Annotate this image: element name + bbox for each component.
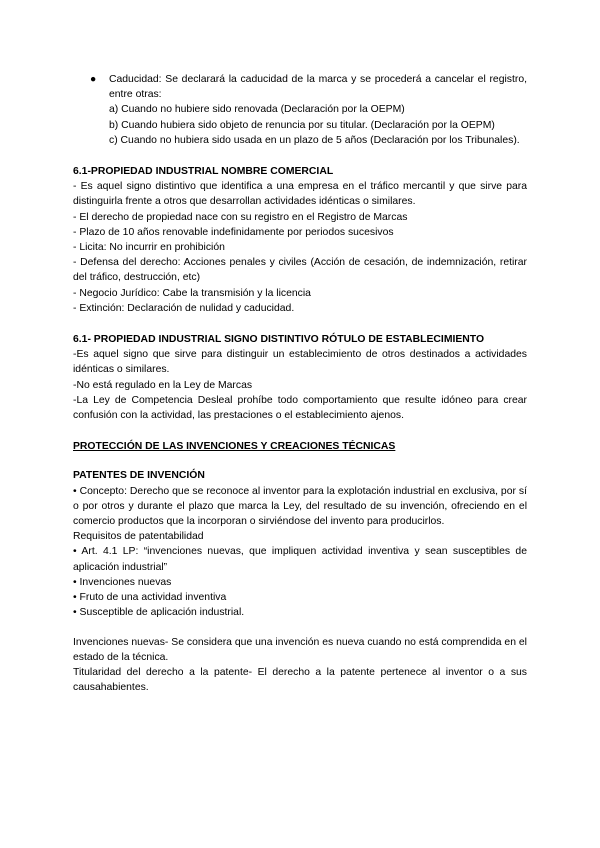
rotulo-line: -Es aquel signo que sirve para distinguir un establecimiento de otros destinados a actividades idénticas o similares. (73, 349, 527, 376)
caducidad-item-c: c) Cuando no hubiera sido usada en un plazo de 5 años (Declaración por los Tribunales). (109, 134, 520, 146)
patentes-line: • Susceptible de aplicación industrial. (73, 607, 245, 619)
caducidad-intro: Caducidad: Se declarará la caducidad de la marca y se procederá a cancelar el registro, entre otras: (109, 74, 527, 101)
rotulo-line: -La Ley de Competencia Desleal prohíbe todo comportamiento que resulte idóneo para crear confusión con la actividad, las prestaciones o el establecimiento ajenos. (73, 394, 527, 422)
patentes-line: Requisitos de patentabilidad (73, 531, 204, 543)
rotulo-line: -No está regulado en la Ley de Marcas (73, 379, 253, 391)
document-body (73, 72, 527, 695)
nombre-comercial-heading: 6.1-PROPIEDAD INDUSTRIAL NOMBRE COMERCIAL (73, 166, 334, 178)
patentes-line: • Invenciones nuevas (73, 576, 172, 588)
nombre-comercial-line: - El derecho de propiedad nace con su registro en el Registro de Marcas (73, 211, 408, 223)
nombre-comercial-line: - Es aquel signo distintivo que identifica a una empresa en el tráfico mercantil y que sirve para distinguirla frente a otros que desarrollan actividades idénticas o similares. (73, 181, 527, 208)
caducidad-item-a: a) Cuando no hubiere sido renovada (Declaración por la OEPM) (109, 104, 405, 116)
caducidad-bullet-block (73, 72, 527, 148)
nombre-comercial-line: - Plazo de 10 años renovable indefinidamente por periodos sucesivos (73, 226, 394, 238)
nombre-comercial-line: - Negocio Jurídico: Cabe la transmisión y la licencia (73, 287, 311, 299)
closing-line: Titularidad del derecho a la patente- El derecho a la patente pertenece al inventor o a sus causahabientes. (73, 666, 527, 694)
patentes-line: • Art. 4.1 LP: “invenciones nuevas, que impliquen actividad inventiva y sean susceptibles de aplicación industrial” (73, 546, 527, 573)
caducidad-item-b: b) Cuando hubiera sido objeto de renuncia por su titular. (Declaración por la OEPM) (109, 119, 495, 131)
nombre-comercial-line: - Licita: No incurrir en prohibición (73, 242, 225, 254)
proteccion-heading: PROTECCIÓN DE LAS INVENCIONES Y CREACIONES TÉCNICAS (73, 441, 396, 453)
rotulo-heading: 6.1- PROPIEDAD INDUSTRIAL SIGNO DISTINTIVO RÓTULO DE ESTABLECIMIENTO (73, 334, 485, 346)
patentes-line: • Concepto: Derecho que se reconoce al inventor para la explotación industrial en exclusiva, por sí o por otros y durante el plazo que marca la Ley, del resultado de su invención, ofreciendo en el comercio productos que la incorporan o sirviéndose del invento para producirlos. (73, 485, 527, 528)
patentes-line: • Fruto de una actividad inventiva (73, 592, 227, 604)
closing-line: Invenciones nuevas- Se considera que una invención es nueva cuando no está comprendida en el estado de la técnica. (73, 636, 527, 663)
bullet-dot: ● (90, 74, 97, 85)
nombre-comercial-line: - Defensa del derecho: Acciones penales y civiles (Acción de cesación, de indemnización, retirar del tráfico, destrucción, etc) (73, 257, 527, 284)
nombre-comercial-line: - Extinción: Declaración de nulidad y caducidad. (73, 302, 295, 314)
patentes-heading: PATENTES DE INVENCIÓN (73, 470, 205, 482)
